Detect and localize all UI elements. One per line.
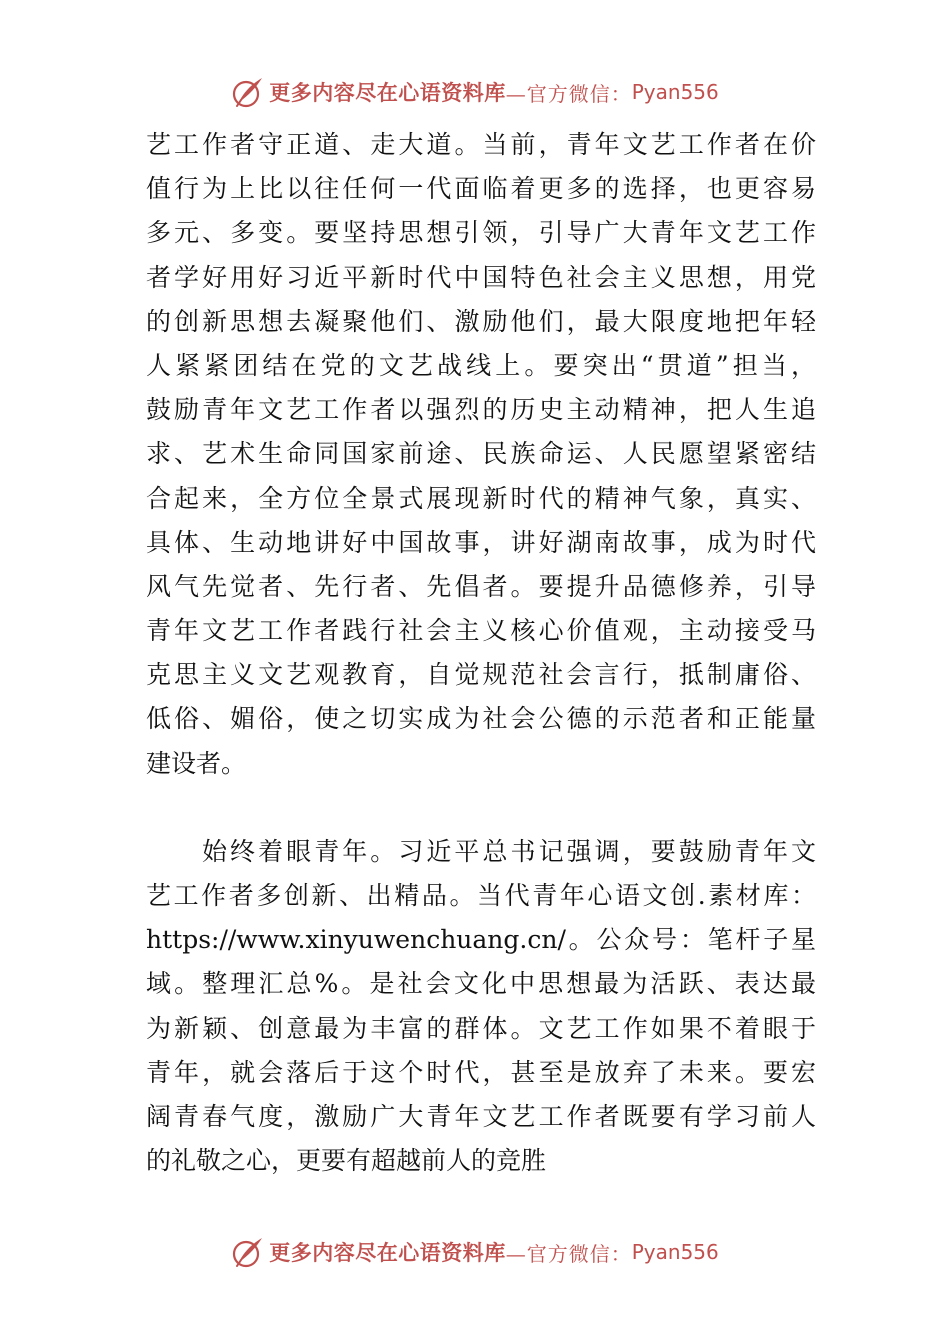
text-line: 值行为上比以往任何一代面临着更多的选择，也更容易 (146, 174, 816, 204)
quill-pen-logo-icon (231, 1235, 265, 1269)
text-line: 始终着眼青年。习近平总书记强调，要鼓励青年文 (202, 836, 816, 866)
banner-wechat-id: Pyan556 (631, 80, 719, 104)
text-line: 阔青春气度，激励广大青年文艺工作者既要有学习前人 (146, 1101, 816, 1131)
text-line: 风气先觉者、先行者、先倡者。要提升品德修养，引导 (146, 571, 816, 601)
paragraph-1 (146, 123, 816, 786)
paragraph-2 (146, 830, 816, 1184)
text-line: 艺工作者多创新、出精品。当代青年心语文创.素材库： (146, 881, 816, 910)
text-line: 艺工作者守正道、走大道。当前，青年文艺工作者在价 (146, 130, 816, 159)
banner-main-text: 更多内容尽在心语资料库 (269, 80, 506, 105)
text-line: https://www.xinyuwenchuang.cn/。公众号：笔杆子星 (146, 925, 816, 955)
document-body (146, 123, 816, 1183)
text-line: 青年文艺工作者践行社会主义核心价值观，主动接受马 (146, 616, 816, 646)
banner-wechat-id: Pyan556 (631, 1240, 719, 1264)
text-line: 多元、多变。要坚持思想引领，引导广大青年文艺工作 (146, 218, 816, 248)
text-line: 鼓励青年文艺工作者以强烈的历史主动精神，把人生追 (146, 395, 816, 425)
text-line: 建设者。 (146, 748, 247, 778)
banner-main-text: 更多内容尽在心语资料库 (269, 1240, 506, 1265)
paragraph-gap (146, 786, 816, 830)
text-line: 为新颖、创意最为丰富的群体。文艺工作如果不着眼于 (146, 1013, 816, 1043)
text-line: 求、艺术生命同国家前途、民族命运、人民愿望紧密结 (146, 439, 816, 469)
text-line: 域。整理汇总%。是社会文化中思想最为活跃、表达最 (146, 969, 816, 999)
text-line: 青年，就会落后于这个时代，甚至是放弃了未来。要宏 (146, 1057, 816, 1087)
header-banner (0, 72, 950, 112)
text-line: 低俗、媚俗，使之切实成为社会公德的示范者和正能量 (146, 704, 816, 734)
text-line: 合起来，全方位全景式展现新时代的精神气象，真实、 (146, 483, 816, 513)
text-line: 人紧紧团结在党的文艺战线上。要突出“贯道”担当， (146, 350, 816, 380)
text-line: 克思主义文艺观教育，自觉规范社会言行，抵制庸俗、 (146, 660, 816, 690)
banner-wechat-label: —官方微信： (505, 1241, 632, 1266)
text-line: 的创新思想去凝聚他们、激励他们，最大限度地把年轻 (146, 306, 816, 336)
text-line: 具体、生动地讲好中国故事，讲好湖南故事，成为时代 (146, 527, 816, 557)
banner-wechat-label: —官方微信： (505, 81, 632, 106)
footer-banner (0, 1232, 950, 1272)
text-line: 的礼敬之心，更要有超越前人的竞胜 (146, 1146, 547, 1176)
text-line: 者学好用好习近平新时代中国特色社会主义思想，用党 (146, 262, 816, 292)
quill-pen-logo-icon (231, 75, 265, 109)
